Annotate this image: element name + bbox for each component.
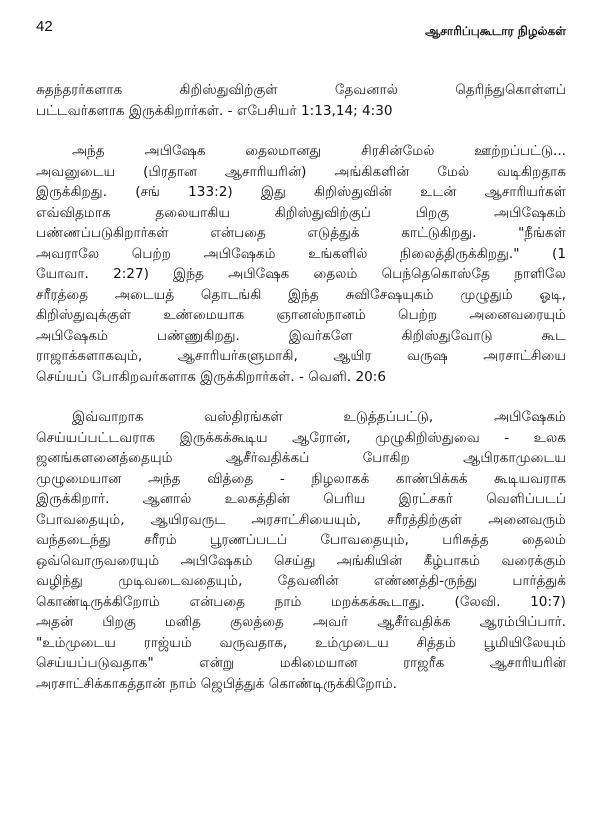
paragraph-1 xyxy=(36,80,566,121)
text-line: போவதையும், ஆயிரவருட அரசாட்சியையும், சரீரத்திற்குள் அனைவரும் xyxy=(36,511,566,528)
text-line: அந்த அபிஷேக தைலமானது சிரசின்மேல் ஊற்றப்பட்டு... xyxy=(72,143,566,159)
paragraph-2 xyxy=(36,141,566,387)
text-line: அவராலே பெற்ற அபிஷேகம் உங்களில் நிலைத்திருக்கிறது." (1 xyxy=(36,245,566,262)
text-line: செய்யப்பட்டவராக இருக்கக்கூடிய ஆரோன், முழுகிறிஸ்துவை - உலக xyxy=(36,429,566,446)
text-line: பண்ணப்படுகிறார்கள் என்பதை எடுத்துக் காட்டுகிறது. "நீங்கள் xyxy=(36,225,566,241)
text-line: இருக்கிறார். ஆனால் உலகத்தின் பெரிய இரட்சகர் வெளிப்படப் xyxy=(36,491,566,507)
text-line: அபிஷேகம் பண்ணுகிறது. இவர்களே கிறிஸ்துவோடு கூட xyxy=(36,327,566,344)
page-number: 42 xyxy=(36,18,53,35)
text-line: அரசாட்சிக்காகத்தான் நாம் ஜெபித்துக் கொண்டிருக்கிறோம். xyxy=(36,675,397,692)
text-line: எவ்விதமாக தலையாகிய கிறிஸ்துவிற்குப் பிறகு அபிஷேகம் xyxy=(36,204,566,221)
text-line: கொண்டிருக்கிறோம் என்பதை நாம் மறக்கக்கூடாது. (லேவி. 10:7) xyxy=(36,593,566,610)
page-header xyxy=(36,18,566,46)
text-line: முழுமையான அந்த வித்தை - நிழலாகக் காண்பிக்கக் கூடியவராக xyxy=(36,470,566,487)
text-line: "உம்முடைய ராஜ்யம் வருவதாக, உம்முடைய சித்தம் பூமியிலேயும் xyxy=(36,634,566,651)
text-line: சரீரத்தை அடையத் தொடங்கி இந்த சுவிசேஷயுகம் முழுதும் ஓடி, xyxy=(36,286,566,303)
text-line: செய்யப் போகிறவர்களாக இருக்கிறார்கள். - வெளி. 20:6 xyxy=(36,368,387,385)
text-line: சுதந்தரர்களாக கிறிஸ்துவிற்குள் தேவனால் தெரிந்துகொள்ளப் xyxy=(36,82,566,98)
text-line: இருக்கிறது. (சங் 133:2) இது கிறிஸ்துவின் உடன் ஆசாரியர்கள் xyxy=(36,184,566,200)
text-line: செய்யப்படுவதாக" என்று மகிமையான ராஜரீக ஆசாரியரின் xyxy=(36,655,566,671)
text-line: ஜனங்களனைத்தையும் ஆசீர்வதிக்கப் போகிற ஆபிரகாமுடைய xyxy=(36,450,566,466)
running-title: ஆசாரிப்புகூடார நிழல்கள் xyxy=(425,24,566,38)
text-line: வழிந்து முடிவடைவதையும், தேவனின் எண்ணத்தி-ருந்து பார்த்துக் xyxy=(36,573,566,589)
text-line: அவனுடைய (பிரதான ஆசாரியரின்) அங்கிகளின் மேல் வடிகிறதாக xyxy=(36,163,566,180)
text-line: பட்டவர்களாக இருக்கிறார்கள். - எபேசியர் 1:13,14; 4:30 xyxy=(36,102,393,119)
text-line: ராஜாக்களாகவும், ஆசாரியர்களுமாகி, ஆயிர வருஷ அரசாட்சியை xyxy=(36,348,566,364)
paragraph-3 xyxy=(36,407,566,694)
text-line: யோவா. 2:27) இந்த அபிஷேக தைலம் பெந்தெகொஸ்தே நாளிலே xyxy=(36,266,566,282)
text-line: ஒவ்வொருவரையும் அபிஷேகம் செய்து அங்கியின் கீழ்பாகம் வரைக்கும் xyxy=(36,552,566,569)
text-line: அதன் பிறகு மனித குலத்தை அவர் ஆசீர்வதிக்க ஆரம்பிப்பார். xyxy=(36,614,566,630)
text-line: இவ்வாறாக வஸ்திரங்கள் உடுத்தப்பட்டு, அபிஷேகம் xyxy=(72,409,566,425)
text-line: வந்தடைந்து சரீரம் பூரணப்படப் போவதையும், பரிசுத்த தைலம் xyxy=(36,532,566,548)
body-text xyxy=(36,80,566,694)
text-line: கிறிஸ்துவுக்குள் உண்மையாக ஞானஸ்நானம் பெற்ற அனைவரையும் xyxy=(36,307,566,323)
